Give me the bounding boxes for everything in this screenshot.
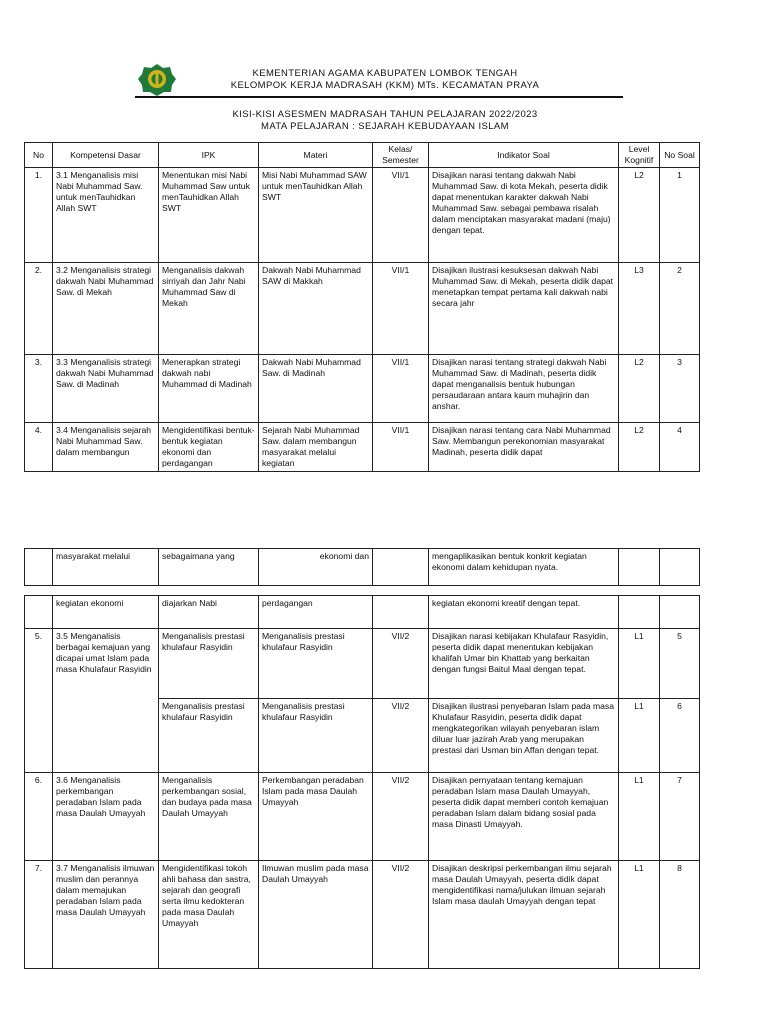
row-materi: Dakwah Nabi Muhammad Saw. di Madinah [259,355,373,423]
row-kelas: VII/2 [373,861,429,969]
row-indikator: Disajikan narasi tentang dakwah Nabi Muhammad Saw. di kota Mekah, peserta didik dapat menentukan karakter dakwah Nabi Muhammad Saw. sebagai pembawa risalah dalam menciptakan masyarakat madani (maju) dengan tepat. [429,168,619,263]
row-indikator: Disajikan ilustrasi penyebaran Islam pada masa Khulafaur Rasyidin, peserta didik dapat mengkategorikan wilayah penyebaran islam diluar luar jazirah Arab yang merupakan prestasi dari Usman bin Affan dengan tepat. [429,699,619,773]
table-row [25,773,700,861]
row-kd: 3.1 Menganalisis misi Nabi Muhammad Saw. untuk menTauhidkan Allah SWT [53,168,159,263]
row-indikator: kegiatan ekonomi kreatif dengan tepat. [429,596,619,629]
header-divider [135,96,623,98]
row-materi: ekonomi dan [259,549,373,586]
table-row [25,423,700,472]
row-nosoal: 8 [660,861,700,969]
row-kelas: VII/1 [373,263,429,355]
row-level: L1 [619,773,660,861]
row-nosoal: 6 [660,699,700,773]
kisi-kisi-table [24,142,700,472]
doc-title: KISI-KISI ASESMEN MADRASAH TAHUN PELAJARAN 2022/2023 [232,109,538,120]
row-indikator: Disajikan narasi tentang cara Nabi Muhammad Saw. Membangun perekonomian masyarakat Madinah, peserta didik dapat [429,423,619,472]
row-kd: kegiatan ekonomi [53,596,159,629]
row-no: 5. [25,629,53,773]
table-row [25,263,700,355]
row-ipk: Menentukan misi Nabi Muhammad Saw untuk menTauhidkan Allah SWT [159,168,259,263]
row-level: L2 [619,168,660,263]
table-header-row [25,143,700,168]
row-no: 4. [25,423,53,472]
row-indikator: mengaplikasikan bentuk konkrit kegiatan ekonomi dalam kehidupan nyata. [429,549,619,586]
table-row [25,596,700,629]
row-ipk: Menerapkan strategi dakwah nabi Muhammad di Madinah [159,355,259,423]
continuation-table-1 [24,548,700,586]
row-materi: Dakwah Nabi Muhammad SAW di Makkah [259,263,373,355]
row-materi: perdagangan [259,596,373,629]
row-ipk: Menganalisis dakwah sirriyah dan Jahr Nabi Muhammad Saw di Mekah [159,263,259,355]
table-row [25,861,700,969]
row-level: L2 [619,423,660,472]
row-indikator: Disajikan deskripsi perkembangan ilmu sejarah masa Daulah Umayyah, peserta didik dapat mengidentifikasi nama/julukan ilmuan sejarah Islam masa daulah Umayyah dengan tepat [429,861,619,969]
row-kelas: VII/2 [373,773,429,861]
row-materi: Misi Nabi Muhammad SAW untuk menTauhidkan Allah SWT [259,168,373,263]
row-level: L1 [619,699,660,773]
row-materi: Menganalisis prestasi khulafaur Rasyidin [259,629,373,699]
row-no: 6. [25,773,53,861]
row-ipk: Menganalisis perkembangan sosial, dan budaya pada masa Daulah Umayyah [159,773,259,861]
row-nosoal: 2 [660,263,700,355]
row-materi: Menganalisis prestasi khulafaur Rasyidin [259,699,373,773]
row-kd: 3.7 Menganalisis ilmuwan muslim dan perannya dalam memajukan peradaban Islam pada masa Daulah Umayyah [53,861,159,969]
row-level: L1 [619,629,660,699]
row-indikator: Disajikan narasi kebijakan Khulafaur Rasyidin, peserta didik dapat menentukan kebijakan khalifah Umar bin Khattab yang berkaitan dengan fungsi Baitul Maal dengan tepat. [429,629,619,699]
row-kd: 3.5 Menganalisis berbagai kemajuan yang dicapai umat Islam pada masa Khulafaur Rasyidin [53,629,159,773]
row-no: 2. [25,263,53,355]
kisi-kisi-table-page2 [24,595,700,969]
col-header-ipk: IPK [159,143,259,168]
row-kelas: VII/2 [373,629,429,699]
table-row [25,629,700,699]
row-ipk: Mengidentifikasi tokoh ahli bahasa dan sastra, sejarah dan geografi serta ilmu kedokteran pada masa Daulah Umayyah [159,861,259,969]
row-materi: Sejarah Nabi Muhammad Saw. dalam membangun masyarakat melalui kegiatan [259,423,373,472]
row-materi: Perkembangan peradaban Islam pada masa Daulah Umayyah [259,773,373,861]
col-header-indikator: Indikator Soal [429,143,619,168]
table-row [25,168,700,263]
row-kelas: VII/1 [373,355,429,423]
row-kd: masyarakat melalui [53,549,159,586]
row-ipk: Menganalisis prestasi khulafaur Rasyidin [159,699,259,773]
col-header-nosoal: No Soal [660,143,700,168]
row-nosoal: 3 [660,355,700,423]
row-ipk: sebagaimana yang [159,549,259,586]
row-nosoal: 1 [660,168,700,263]
col-header-kelas: Kelas/ Semester [373,143,429,168]
row-level: L3 [619,263,660,355]
row-nosoal: 7 [660,773,700,861]
row-ipk: diajarkan Nabi [159,596,259,629]
header-kkm: KELOMPOK KERJA MADRASAH (KKM) MTs. KECAMATAN PRAYA [230,80,540,91]
col-header-level: Level Kognitif [619,143,660,168]
row-indikator: Disajikan narasi tentang strategi dakwah Nabi Muhammad Saw. di Madinah, peserta didik dapat menganalisis bentuk hubungan persaudaraan antara kaum muhajirin dan anshar. [429,355,619,423]
col-header-materi: Materi [259,143,373,168]
table-row [25,549,700,586]
row-no: 7. [25,861,53,969]
row-indikator: Disajikan ilustrasi kesuksesan dakwah Nabi Muhammad Saw. di Mekah, peserta didik dapat menetapkan tempat pertama kali dakwah nabi secara jahr [429,263,619,355]
row-no: 3. [25,355,53,423]
ministry-logo [137,63,177,97]
header-ministry: KEMENTERIAN AGAMA KABUPATEN LOMBOK TENGAH [252,68,518,79]
row-no: 1. [25,168,53,263]
row-kd: 3.2 Menganalisis strategi dakwah Nabi Muhammad Saw. di Mekah [53,263,159,355]
row-indikator: Disajikan pernyataan tentang kemajuan peradaban Islam masa Daulah Umayyah, peserta didik dapat memberi contoh kemajuan peradaban Islam dalam bidang sosial pada masa Dinasti Umayyah. [429,773,619,861]
doc-subject: MATA PELAJARAN : SEJARAH KEBUDAYAAN ISLAM [261,121,509,132]
row-level: L2 [619,355,660,423]
row-nosoal: 5 [660,629,700,699]
row-kelas: VII/1 [373,168,429,263]
row-level: L1 [619,861,660,969]
table-row [25,355,700,423]
col-header-kd: Kompetensi Dasar [53,143,159,168]
row-kd: 3.6 Menganalisis perkembangan peradaban Islam pada masa Daulah Umayyah [53,773,159,861]
row-kelas: VII/2 [373,699,429,773]
row-nosoal: 4 [660,423,700,472]
row-ipk: Mengidentifikasi bentuk-bentuk kegiatan ekonomi dan perdagangan [159,423,259,472]
row-materi: Ilmuwan muslim pada masa Daulah Umayyah [259,861,373,969]
col-header-no: No [25,143,53,168]
row-ipk: Menganalisis prestasi khulafaur Rasyidin [159,629,259,699]
row-kd: 3.4 Menganalisis sejarah Nabi Muhammad Saw. dalam membangun [53,423,159,472]
row-kd: 3.3 Menganalisis strategi dakwah Nabi Muhammad Saw. di Madinah [53,355,159,423]
row-kelas: VII/1 [373,423,429,472]
